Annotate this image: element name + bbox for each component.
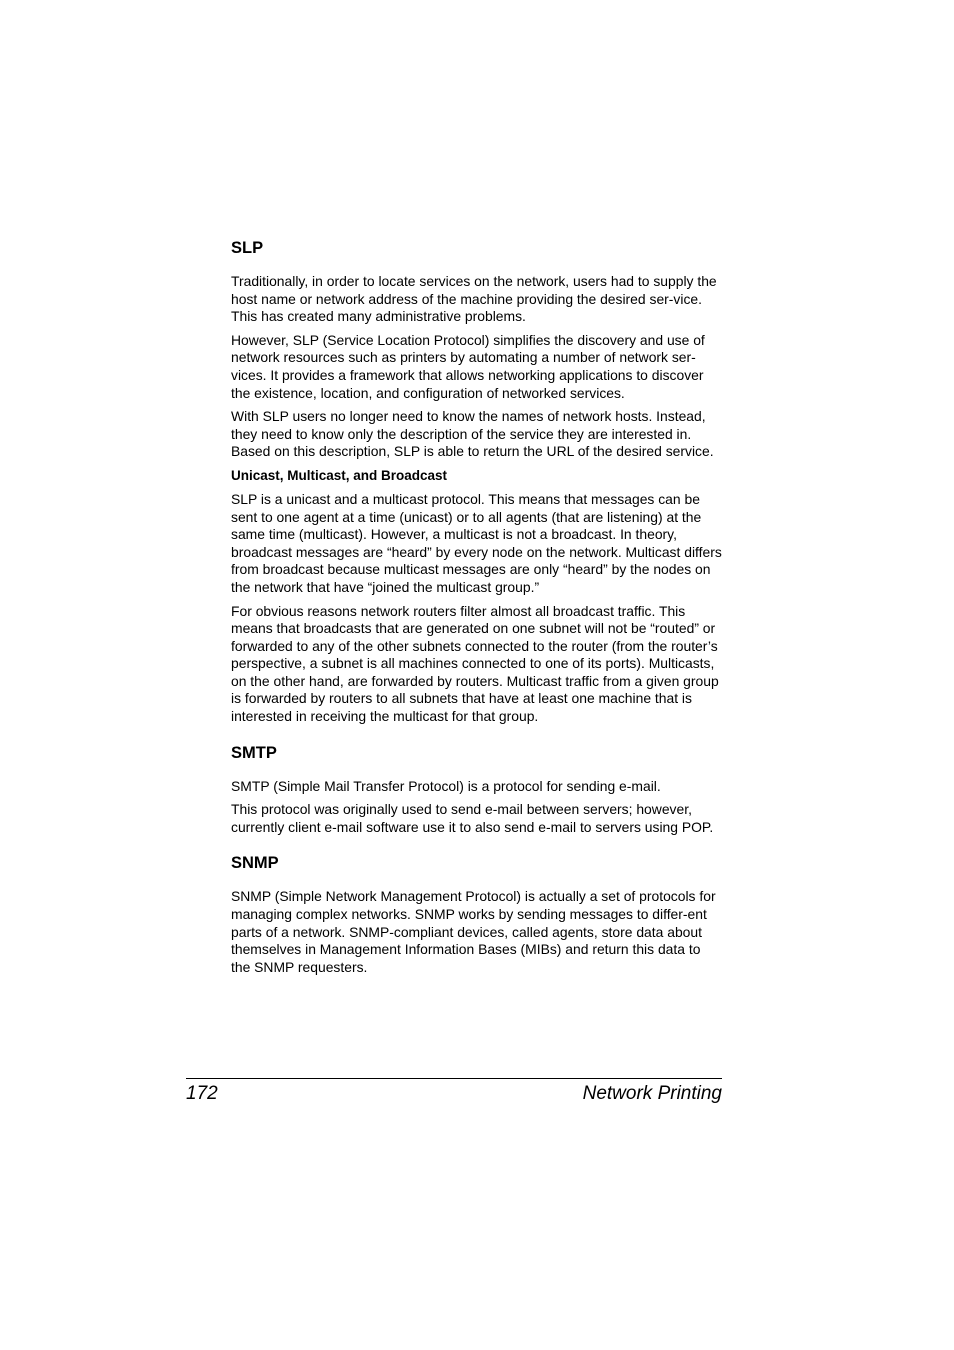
- section-snmp: [231, 853, 723, 976]
- subheading-unicast-multicast-broadcast: Unicast, Multicast, and Broadcast: [231, 467, 448, 483]
- section-slp: [231, 238, 723, 726]
- page-number: 172: [186, 1083, 218, 1104]
- paragraph: SMTP (Simple Mail Transfer Protocol) is a protocol for sending e-mail.: [231, 777, 661, 794]
- chapter-title: Network Printing: [582, 1083, 722, 1104]
- paragraph: For obvious reasons network routers filter almost all broadcast traffic. This means that broadcasts that are generated on one subnet will not be “routed” or forwarded to any of the other subnets connected to the router (from the router’s perspective, a subnet is all machines connected to one of its ports). Multicasts, on the other hand, are forwarded by routers. Multicast traffic from a given group is forwarded by routers to all subnets that have at least one machine that is interested in receiving the multicast for that group.: [231, 602, 719, 725]
- paragraph: This protocol was originally used to send e-mail between servers; however, currently client e-mail software use it to also send e-mail to servers using POP.: [231, 801, 714, 835]
- section-smtp: [231, 743, 723, 837]
- section-heading-smtp: SMTP: [231, 743, 277, 762]
- page-footer: [186, 1078, 722, 1106]
- section-heading-snmp: SNMP: [231, 854, 279, 873]
- paragraph: Traditionally, in order to locate services on the network, users had to supply the host name or network address of the machine providing the desired ser-vice. This has created many administrative problems.: [231, 273, 717, 325]
- paragraph: With SLP users no longer need to know the names of network hosts. Instead, they need to know only the description of the service they are interested in. Based on this description, SLP is able to return the URL of the desired service.: [231, 408, 714, 460]
- paragraph: SNMP (Simple Network Management Protocol) is actually a set of protocols for managing complex networks. SNMP works by sending messages to differ-ent parts of a network. SNMP-compliant devices, called agents, store data about themselves in Management Information Bases (MIBs) and return this data to the SNMP requesters.: [231, 888, 716, 975]
- page-body: [231, 238, 723, 993]
- section-heading-slp: SLP: [231, 239, 264, 257]
- paragraph: However, SLP (Service Location Protocol) simplifies the discovery and use of network resources such as printers by automating a number of network ser-vices. It provides a framework that allows networking applications to discover the existence, location, and configuration of networked services.: [231, 331, 705, 401]
- paragraph: SLP is a unicast and a multicast protocol. This means that messages can be sent to one agent at a time (unicast) or to all agents (that are listening) at the same time (multicast). However, a multicast is not a broadcast. In theory, broadcast messages are “heard” by every node on the network. Multicast differs from broadcast because multicast messages are only “heard” by the nodes on the network that have “joined the multicast group.”: [231, 490, 722, 595]
